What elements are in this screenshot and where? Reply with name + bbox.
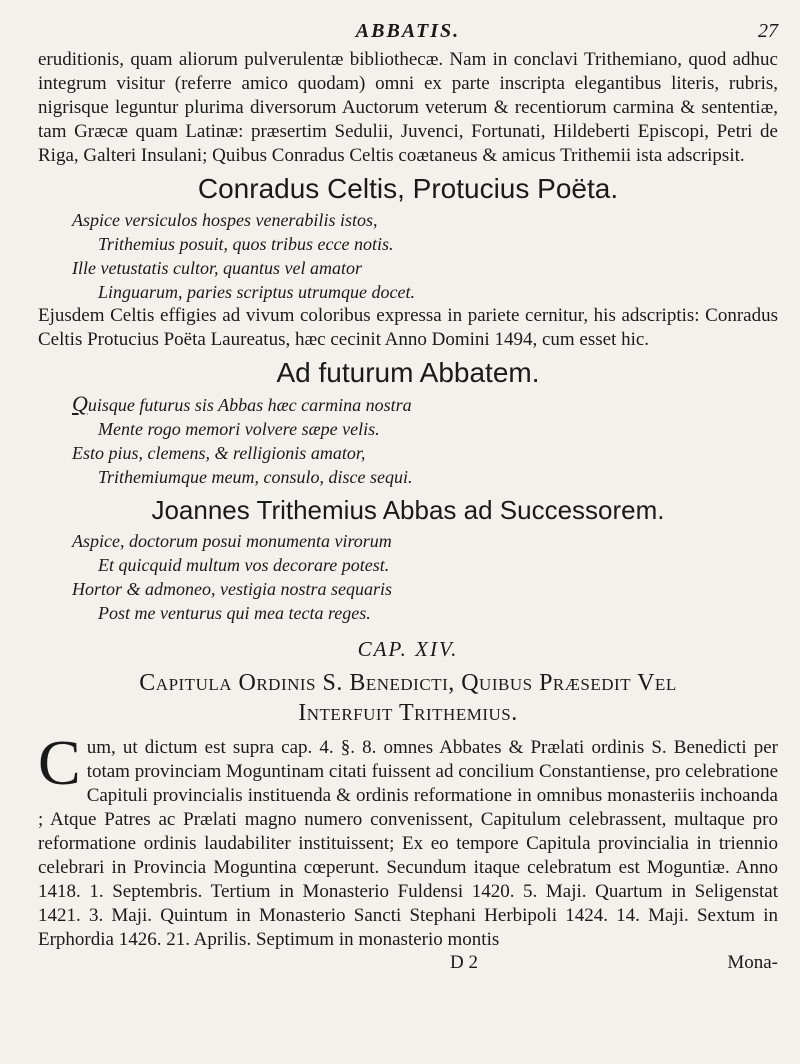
verse-celtis: [38, 208, 778, 304]
book-page: [38, 14, 778, 978]
verse-future-abbot: [38, 392, 778, 489]
verse-line: Esto pius, clemens, & relligionis amator,: [72, 443, 366, 463]
verse-line: Hortor & admoneo, vestigia nostra sequaris: [72, 579, 393, 599]
verse-line: Trithemius posuit, quos tribus ecce notis.: [98, 234, 394, 254]
verse-trithemius: [38, 529, 778, 625]
verse-line: Trithemiumque meum, consulo, disce sequi.: [98, 467, 413, 487]
chapter-title-line-1: Capitula Ordinis S. Benedicti, Quibus Præsedit Vel: [139, 670, 677, 696]
verse-line: Post me venturus qui mea tecta reges.: [98, 603, 371, 623]
verse-line: Quisque futurus sis Abbas hæc carmina nostra: [72, 391, 412, 416]
signature-mark: D 2: [450, 952, 478, 973]
verse-line: Mente rogo memori volvere sæpe velis.: [98, 419, 380, 439]
page-number: 27: [758, 20, 778, 42]
chapter-title-line-2: Interfuit Trithemius.: [298, 700, 518, 726]
heading-celtis: Conradus Celtis, Protucius Poëta.: [197, 173, 619, 204]
drop-cap: C: [38, 727, 81, 798]
page-footer: [38, 952, 778, 978]
verse-line: Aspice versiculos hospes venerabilis istos,: [72, 210, 378, 230]
chapter-number: CAP. XIV.: [357, 637, 459, 661]
verse-line: Linguarum, paries scriptus utrumque docet.: [98, 282, 415, 302]
verse-line: Ille vetustatis cultor, quantus vel amator: [72, 258, 362, 278]
verse-line: Et quicquid multum vos decorare potest.: [98, 555, 390, 575]
body-paragraph-block: [38, 727, 778, 952]
running-head: [38, 14, 778, 48]
body-paragraph: um, ut dictum est supra cap. 4. §. 8. omnes Abbates & Prælati ordinis S. Benedicti per totam provinciam Moguntinam citati fuissent ad concilium Constantiense, pro celebratione Capituli provincialis instituenda & ordinis reformatione in omnibus monasteriis inchoanda ; Atque Patres ac Prælati magno numero convenissent, Capitulum celebrassent, multaque pro reformatione ordinis laudabiliter instituissent; Ex eo tempore Capitula provincialia in triennio celebrari in Provincia Moguntina cœperunt. Secundum itaque celebratum est Moguntiæ. Anno 1418. 1. Septembris. Tertium in Monasterio Fuldensi 1420. 5. Maji. Quartum in Seligenstat 1421. 3. Maji. Quintum in Monasterio Sancti Stephani Herbipoli 1424. 14. Maji. Sextum in Erphordia 1426. 21. Aprilis. Septimum in monasterio montis: [38, 737, 778, 950]
heading-trithemius: Joannes Trithemius Abbas ad Successorem.: [151, 495, 665, 525]
running-head-title: ABBATIS.: [355, 20, 461, 42]
verse-initial: Q: [72, 391, 88, 416]
verse-line: Aspice, doctorum posui monumenta virorum: [72, 531, 392, 551]
catchword: Mona-: [727, 952, 778, 973]
effigies-paragraph: Ejusdem Celtis effigies ad vivum coloribus expressa in pariete cernitur, his adscriptis: Conradus Celtis Protucius Poëta Laureatus, hæc cecinit Anno Domini 1494, cum esset hic.: [38, 305, 778, 350]
heading-future-abbot: Ad futurum Abbatem.: [276, 357, 540, 388]
intro-paragraph: eruditionis, quam aliorum pulverulentæ bibliothecæ. Nam in conclavi Trithemiano, quod adhuc integrum visitur (referre amico quodam) omni ex parte inscripta elegantibus literis, rubris, nigrisque leguntur plurima diversorum Auctorum veterum & recentiorum carmina & sententiæ, tam Græcæ quam Latinæ: præsertim Sedulii, Juvenci, Fortunati, Hildeberti Episcopi, Petri de Riga, Galteri Insulani; Quibus Conradus Celtis coætaneus & amicus Trithemii ista adscripsit.: [38, 49, 778, 166]
